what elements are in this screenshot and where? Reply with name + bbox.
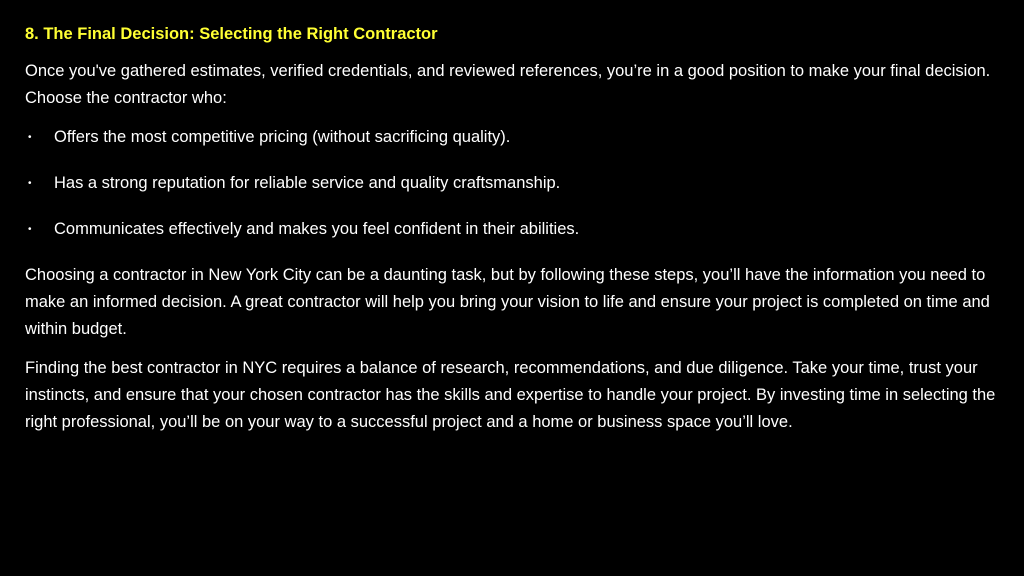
- bullet-icon: •: [28, 178, 32, 189]
- bullet-icon: •: [28, 132, 32, 143]
- intro-paragraph: Once you've gathered estimates, verified credentials, and reviewed references, you’re in a good position to make your final decision. Choose the contractor who:: [25, 62, 991, 107]
- slide-content: [25, 22, 1005, 448]
- list-item: [25, 124, 1005, 151]
- list-item-text: Communicates effectively and makes you feel confident in their abilities.: [54, 220, 580, 238]
- body-paragraph: Choosing a contractor in New York City can be a daunting task, but by following these steps, you’ll have the information you need to make an informed decision. A great contractor will help you bring your vision to life and ensure your project is completed on time and within budget.: [25, 266, 990, 338]
- list-item: [25, 216, 1005, 243]
- bullet-icon: •: [28, 224, 32, 235]
- section-heading: 8. The Final Decision: Selecting the Right Contractor: [25, 25, 438, 43]
- list-item: [25, 170, 1005, 197]
- conclusion-paragraph: Finding the best contractor in NYC requires a balance of research, recommendations, and due diligence. Take your time, trust your instincts, and ensure that your chosen contractor has the skills and expertise to handle your project. By investing time in selecting the right professional, you’ll be on your way to a successful project and a home or business space you’ll love.: [25, 359, 996, 431]
- list-item-text: Offers the most competitive pricing (without sacrificing quality).: [54, 128, 511, 146]
- list-item-text: Has a strong reputation for reliable service and quality craftsmanship.: [54, 174, 561, 192]
- criteria-list: [25, 124, 1005, 243]
